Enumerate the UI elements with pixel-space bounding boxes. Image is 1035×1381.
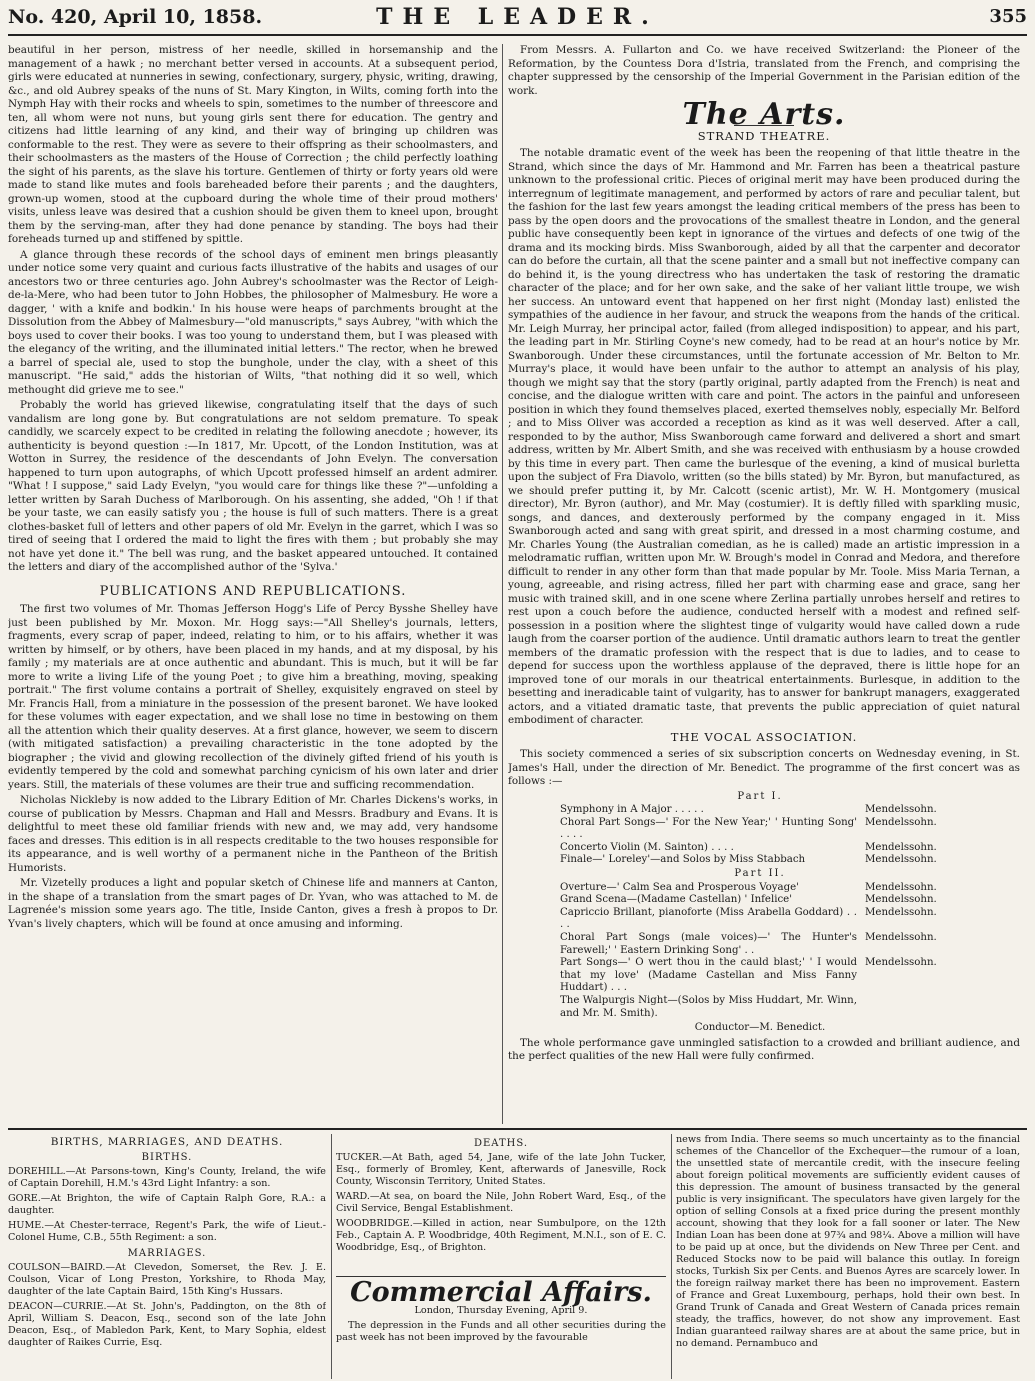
paragraph: From Messrs. A. Fullarton and Co. we have received Switzerland: the Pioneer of the Reformation, by the Countess Dora d'Istria, translated from the French, and comprising the chapter suppressed by the censorship of the Imperial Government in the Parisian edition of the work. xyxy=(508,44,1020,97)
deaths-commercial-column xyxy=(336,1134,666,1379)
programme-item: Finale—' Loreley'—and Solos by Miss Stabbach Mendelssohn. xyxy=(560,854,937,866)
programme-item: Concerto Violin (M. Sainton) . . . . Mendelssohn. xyxy=(560,841,937,853)
notice-entry: TUCKER.—At Bath, aged 54, Jane, wife of the late John Tucker, Esq., formerly of Bromley, Kent, afterwards of Janesville, Rock County, Wisconsin Territory, United States. xyxy=(336,1152,666,1187)
column-divider xyxy=(331,1134,332,1379)
programme-item: Grand Scena—(Madame Castellan) ' Infelice' Mendelssohn. xyxy=(560,894,937,906)
section-heading-commercial: Commercial Affairs. xyxy=(336,1276,666,1299)
section-rule xyxy=(8,1128,1027,1130)
paragraph: Nicholas Nickleby is now added to the Library Edition of Mr. Charles Dickens's works, in course of publication by Messrs. Chapman and Hall and Messrs. Bradbury and Evans. It is delightful to meet these old familiar friends with new and, we may add, very handsome faces and dresses. This edition is in all respects creditable to the two houses responsible for its appearance, and is well worthy of a permanent niche in the Pantheon of the British Humorists. xyxy=(8,794,498,874)
programme-item: Part Songs—' O wert thou in the cauld blast;' ' I would that my love' (Madame Castellan and Miss Fanny Huddart) . . . Mendelssohn. xyxy=(560,957,937,994)
programme-item: Choral Part Songs—' For the New Year;' ' Hunting Song' . . . . Mendelssohn. xyxy=(560,816,937,841)
column-divider xyxy=(671,1134,672,1379)
programme-item: Overture—' Calm Sea and Prosperous Voyage' Mendelssohn. xyxy=(560,881,937,893)
issue-number: No. 420, April 10, 1858. xyxy=(8,6,263,28)
paragraph: Mr. Vizetelly produces a light and popular sketch of Chinese life and manners at Canton, in the shape of a translation from the smart pages of Dr. Yvan, who was attached to M. de Lagrenée's mission some years ago. The title, Inside Canton, gives a fresh à propos to Dr. Yvan's lively chapters, which will be found at once amusing and informing. xyxy=(8,877,498,930)
marriages-heading: MARRIAGES. xyxy=(127,1248,207,1259)
section-heading-arts: The Arts. xyxy=(682,97,846,132)
right-column xyxy=(508,44,1020,1124)
paragraph: Probably the world has grieved likewise, congratulating itself that the days of such vandalism are long gone by. But congratulations are not seldom premature. To speak candidly, we scarcely expect to be credited in relating the following anecdote ; however, its authenticity is beyond question :—In 1817, Mr. Upcott, of the London Institution, was at Wotton in Surrey, the residence of the descendants of John Evelyn. The conversation happened to turn upon autographs, of which Upcott professed himself an ardent admirer. "What ! I suppose," said Lady Evelyn, "you would care for things like these ?"—unfolding a letter written by Sarah Duchess of Marlborough. On his assenting, she added, "Oh ! if that be your taste, we can easily satisfy you ; the house is full of such matters. There is a great clothes-basket full of letters and other papers of old Mr. Evelyn in the garret, which I was so tired of seeing that I ordered the maid to light the fires with them ; but probably she may not have yet done it." The bell was rung, and the basket appeared untouched. It contained the letters and diary of the accomplished author of the 'Sylva.' xyxy=(8,399,498,573)
paragraph: The notable dramatic event of the week has been the reopening of that little theatre in the Strand, which since the days of Mr. Hammond and Mr. Farren has been a theatrical pasture unknown to the professional critic. Pieces of original merit may have been produced during the interregnum of legitimate management, and performed by actors of rare and peculiar talent, but the fashion for the last few years amongst the leading critical members of the press has been to pass by the open doors and the provocations of the smallest theatre in London, and the general public have consequently been kept in ignorance of the virtues and defects of one twig of the drama and its mocking birds. Miss Swanborough, aided by all that the carpenter and decorator can do before the curtain, all that the scene painter and a small but not ineffective company can do behind it, is the young directress who has undertaken the task of restoring the dramatic character of the place; and for her own sake, and the sake of her valiant little troupe, we wish her success. An untoward event that happened on her first night (Monday last) enlisted the sympathies of the audience in her favour, and struck the weapons from the hands of the critical. Mr. Leigh Murray, her principal actor, failed (from alleged indisposition) to appear, and his part, the leading part in Mr. Stirling Coyne's new comedy, had to be read at an hour's notice by Mr. Swanborough. Under these circumstances, until the fortunate accession of Mr. Belton to Mr. Murray's place, it would have been unfair to the author to attempt an analysis of his play, though we might say that the story (partly original, partly adapted from the French) is neat and concise, and the dialogue written with care and point. The actors in the painful and unforeseen position in which they found themselves placed, exerted themselves nobly, especially Mr. Belford ; and to Miss Oliver was accorded a reception as kind as it was well deserved. After a call, responded to by the author, Miss Swanborough came forward and delivered a short and smart address, written by Mr. Albert Smith, and she was received with enthusiasm by a house crowded by this time in every part. Then came the burlesque of the evening, a kind of musical burletta upon the subject of Fra Diavolo, written (so the bills stated) by Mr. Byron, but manufactured, as we should prefer putting it, by Mr. Calcott (scenic artist), Mr. W. H. Montgomery (musical director), Mr. Byron (author), and Mr. May (costumier). It is deftly filled with sparkling music, songs, and dances, and dexterously performed by the company engaged in it. Miss Swanborough acted and sang with great spirit, and dressed in a most charming costume, and Mr. Charles Young (the Australian comedian, as he is called) made an artistic impression in a melodramatic ruffian, written upon Mr. W. Brough's model in Conrad and Medora, and therefore difficult to render in any other form than that made popular by Mr. Toole. Miss Maria Ternan, a young, agreeable, and rising actress, filled her part with charming ease and grace, sang her music with trained skill, and in one scene where Zerlina partially unrobes herself and retires to rest upon a couch before the audience, conducted herself with a modest and refined self-possession in a position where the slightest tinge of vulgarity would have called down a rude laugh from the coarser portion of the audience. Until dramatic authors learn to treat the gentler members of the dramatic profession with the respect that is due to ladies, and to cease to depend for success upon the worthless applause of the depraved, there is little hope for an improved tone of our morals in our theatrical entertainments. Burlesque, in addition to the besetting and ineradicable taint of vulgarity, has to answer for bankrupt managers, exaggerated actors, and a vitiated dramatic taste, that prevents the public appreciation of quiet natural embodiment of character. xyxy=(508,147,1020,726)
paragraph: This society commenced a series of six subscription concerts on Wednesday evening, in St. James's Hall, under the direction of Mr. Benedict. The programme of the first concert was as follows :— xyxy=(508,748,1020,787)
births-heading: BIRTHS. xyxy=(141,1152,193,1163)
programme-item: Capriccio Brillant, pianoforte (Miss Arabella Goddard) . . . . Mendelssohn. xyxy=(560,906,937,931)
notice-entry: HUME.—At Chester-terrace, Regent's Park, the wife of Lieut.-Colonel Hume, C.B., 55th Regiment: a son. xyxy=(8,1220,326,1243)
paragraph: The whole performance gave unmingled satisfaction to a crowded and brilliant audience, and the perfect qualities of the new Hall were fully confirmed. xyxy=(508,1036,1020,1063)
commercial-continued-column xyxy=(676,1134,1020,1379)
concert-programme xyxy=(560,791,960,1035)
notice-entry: WARD.—At sea, on board the Nile, John Robert Ward, Esq., of the Civil Service, Bengal Establishment. xyxy=(336,1191,666,1214)
subheading-strand-theatre: STRAND THEATRE. xyxy=(697,128,831,143)
births-marriages-deaths-column xyxy=(8,1134,326,1379)
page-number: 355 xyxy=(989,6,1027,27)
subheading-vocal-association: THE VOCAL ASSOCIATION. xyxy=(670,729,858,744)
paragraph: beautiful in her person, mistress of her needle, skilled in horsemanship and the management of a hawk ; no merchant better versed in accounts. At a subsequent period, girls were educated at nunneries in sewing, confectionary, surgery, physic, writing, drawing, &c., and old Aubrey speaks of the nuns of St. Mary Kington, in Wilts, coming forth into the Nymph Hay with their rocks and wheels to spin, sometimes to the number of threescore and ten, all whom were not nuns, but young girls sent there for education. The gentry and citizens had little learning of any kind, and their way of bringing up children was conformable to the rest. They were as severe to their offspring as their schoolmasters, and their schoolmasters as the masters of the House of Correction ; the child perfectly loathing the sight of his parents, as the slave his torture. Gentlemen of thirty or forty years old were made to stand like mutes and fools bareheaded before their parents ; and the daughters, grown-up women, stood at the cupboard during the whole time of their proud mothers' visits, unless leave was desired that a cushion should be given them to kneel upon, brought them by the serving-man, after they had done penance by standing. The boys had their foreheads turned up and stiffened by spittle. xyxy=(8,44,498,245)
notice-entry: GORE.—At Brighton, the wife of Captain Ralph Gore, R.A.: a daughter. xyxy=(8,1193,326,1216)
conductor-line: Conductor—M. Benedict. xyxy=(694,1022,826,1034)
programme-item: Choral Part Songs (male voices)—' The Hunter's Farewell;' ' Eastern Drinking Song' . . Mendelssohn. xyxy=(560,932,937,956)
bmd-heading: BIRTHS, MARRIAGES, AND DEATHS. xyxy=(50,1136,284,1148)
dateline: London, Thursday Evening, April 9. xyxy=(414,1305,588,1316)
notice-entry: COULSON—BAIRD.—At Clevedon, Somerset, the Rev. J. E. Coulson, Vicar of Long Preston, Yorkshire, to Rhoda May, daughter of the late Captain Baird, 15th King's Hussars. xyxy=(8,1262,326,1297)
section-heading-publications: PUBLICATIONS AND REPUBLICATIONS. xyxy=(99,583,407,599)
programme-part-label: Part II. xyxy=(734,868,786,880)
left-column xyxy=(8,44,498,1124)
programme-item: The Walpurgis Night—(Solos by Miss Huddart, Mr. Winn, and Mr. M. Smith). xyxy=(560,995,857,1019)
newspaper-title: THE LEADER. xyxy=(376,4,659,30)
paragraph: news from India. There seems so much uncertainty as to the financial schemes of the Chancellor of the Exchequer—the rumour of a loan, the unsettled state of mercantile credit, with the insecure feeling about foreign political movements are sufficiently evident causes of this depression. The amount of business transacted by the general public is very insignificant. The speculators have given largely for the option of selling Consols at a fixed price during the present monthly account, showing that they look for a fall sooner or later. The New Indian Loan has been done at 97¾ and 98¼. Above a million will have to be paid up at once, but the dividends on New Three per Cent. and Reduced Stocks now to be paid will balance this outlay. In foreign stocks, Turkish Six per Cents. and Buenos Ayres are scarcely lower. In the foreign railway market there has been no improvement. Eastern of France and Great Luxembourg, perhaps, hold their own best. In Grand Trunk of Canada and Great Western of Canada prices remain steady, the traffics, however, do not show any improvement. East Indian guaranteed railway shares are at about the same price, but in no demand. Pernambuco and xyxy=(676,1134,1020,1349)
paragraph: The depression in the Funds and all other securities during the past week has not been improved by the favourable xyxy=(336,1320,666,1343)
column-divider xyxy=(502,44,503,1124)
paragraph: The first two volumes of Mr. Thomas Jefferson Hogg's Life of Percy Bysshe Shelley have just been published by Mr. Moxon. Mr. Hogg says:—"All Shelley's journals, letters, fragments, every scrap of paper, indeed, relating to him, or to his affairs, whether it was written by himself, or by others, have been placed in my hands, and at my disposal, by his family ; my materials are at once authentic and abundant. This is much, but it will be far more to write a living Life of the young Poet ; to give him a breathing, moving, speaking portrait." The first volume contains a portrait of Shelley, exquisitely engraved on steel by Mr. Francis Hall, from a miniature in the possession of the present baronet. We have looked for these volumes with eager expectation, and we shall lose no time in bestowing on them all the attention which their quality deserves. At a first glance, however, we seem to discern (with mitigated satisfaction) a prevailing characteristic in the tone adopted by the biographer ; the vivid and glowing recollection of the divinely gifted friend of his youth is evidently tempered by the cold and somewhat parching cynicism of his own later and drier years. Still, the materials of these volumes are their true and sufficing recommendation. xyxy=(8,603,498,791)
deaths-heading: DEATHS. xyxy=(473,1138,529,1149)
paragraph: A glance through these records of the school days of eminent men brings pleasantly under notice some very quaint and curious facts illustrative of the habits and usages of our ancestors two or three centuries ago. John Aubrey's schoolmaster was the Rector of Leigh-de-la-Mere, who had been tutor to John Hobbes, the philosopher of Malmesbury. He wore a dagger, ' with a knife and bodkin.' In his house were heaps of parchments brought at the Dissolution from the Abbey of Malmesbury—"old manuscripts," says Aubrey, "with which the boys used to cover their books. I was too young to understand them, but I was pleased with the elegancy of the writing, and the illuminated initial letters." The rector, when he brewed a barrel of special ale, used to stop the bunghole, under the clay, with a sheet of this manuscript. "He said," adds the historian of Wilts, "that nothing did it so well, which methought did grieve me to see." xyxy=(8,248,498,396)
programme-item: Symphony in A Major . . . . . Mendelssohn. xyxy=(560,804,937,816)
notice-entry: WOODBRIDGE.—Killed in action, near Sumbulpore, on the 12th Feb., Captain A. P. Woodbridge, 40th Regiment, M.N.I., son of E. C. Woodbridge, Esq., of Brighton. xyxy=(336,1218,666,1253)
programme-part-label: Part I. xyxy=(737,790,783,802)
notice-entry: DEACON—CURRIE.—At St. John's, Paddington, on the 8th of April, William S. Deacon, Esq., second son of the late John Deacon, Esq., of Mabledon Park, Kent, to Mary Sophia, eldest daughter of Raikes Currie, Esq. xyxy=(8,1301,326,1348)
notice-entry: DOREHILL.—At Parsons-town, King's County, Ireland, the wife of Captain Dorehill, H.M.'s 43rd Light Infantry: a son. xyxy=(8,1166,326,1189)
masthead xyxy=(8,4,1027,36)
